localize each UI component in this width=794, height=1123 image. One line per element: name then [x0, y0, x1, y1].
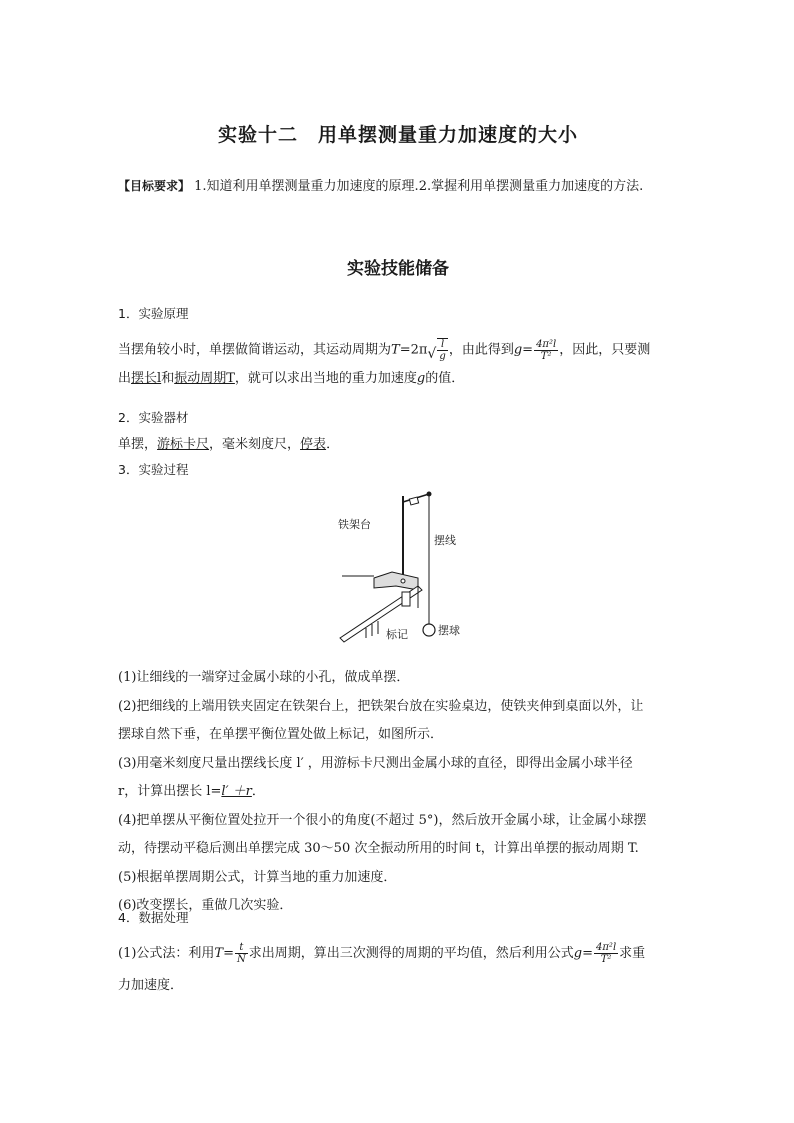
stand-base — [374, 572, 418, 590]
pendulum-diagram — [326, 488, 476, 648]
s2-text-c: ． — [326, 437, 340, 452]
sqrt-symbol — [427, 336, 448, 364]
s1-line-1 — [118, 336, 678, 365]
step-5: (5)根据单摆周期公式，计算当地的重力加速度． — [118, 869, 397, 885]
formula-g-num: 4π²l — [536, 338, 557, 350]
goal-tag: 【目标要求】 — [118, 179, 191, 193]
s1-text-b: ，由此得到 — [448, 342, 514, 358]
s1-heading: 1．实验原理 — [118, 306, 189, 321]
s3-steps — [118, 664, 678, 921]
s1-text-e: 和 — [161, 370, 175, 386]
s1-paragraph — [118, 336, 678, 393]
goal-paragraph — [118, 172, 678, 201]
answer-length-formula: l′ ＋r — [221, 784, 252, 799]
s2-heading: 2．实验器材 — [118, 410, 189, 425]
clamp-block — [409, 497, 418, 505]
formula-T2-eq: = — [223, 946, 234, 961]
s4-text-a: (1)公式法：利用 — [118, 946, 215, 961]
s1-text-c: ，因此，只要测 — [559, 342, 651, 358]
mark-tag — [402, 592, 410, 606]
answer-vernier-caliper: 游标卡尺 — [157, 437, 210, 452]
s1-text-a: 当摆角较小时，单摆做简谐运动，其运动周期为 — [118, 342, 392, 358]
step-3b — [118, 778, 678, 807]
goal-text: 1.知道利用单摆测量重力加速度的原理.2.掌握利用单摆测量重力加速度的方法. — [194, 179, 644, 194]
step-4b: 动，待摆动平稳后测出单摆完成 30～50 次全振动所用的时间 t，计算出单摆的振动周期 T. — [118, 841, 639, 856]
formula-T-lhs: T — [391, 342, 400, 358]
formula-T-den: g — [439, 350, 446, 362]
s3-heading: 3．实验过程 — [118, 462, 189, 477]
page-title: 实验十二 用单摆测量重力加速度的大小 — [217, 124, 578, 146]
base-knob — [401, 579, 405, 583]
step-1: (1)让细线的一端穿过金属小球的小孔，做成单摆． — [118, 670, 410, 685]
formula-g2-lhs: g — [573, 946, 583, 961]
step-2a: (2)把细线的上端用铁夹固定在铁架台上，把铁架台放在实验桌边，使铁夹伸到桌面以外，让 — [118, 698, 644, 714]
formula-g-eq: = — [522, 342, 534, 358]
s4-paragraph — [118, 938, 678, 1002]
label-stand: 铁架台 — [338, 518, 371, 531]
pendulum-ball — [423, 624, 435, 636]
answer-pendulum-length: 摆长l — [131, 370, 162, 386]
answer-period: 振动周期T — [174, 370, 235, 386]
formula-g2-den: T² — [600, 954, 612, 965]
s2-text-b: ，毫米刻度尺， — [209, 437, 301, 452]
formula-g2-num: 4π²l — [596, 942, 617, 953]
step-3a: (3)用毫米刻度尺量出摆线长度 l′ ，用游标卡尺测出金属小球的直径，即得出金属小球半径 — [118, 755, 633, 771]
step-4a: (4)把单摆从平衡位置处拉开一个很小的角度(不超过 5°)，然后放开金属小球，让金属小球摆 — [118, 812, 647, 828]
s1-g-symbol: g — [416, 370, 426, 386]
s4-line-1 — [118, 938, 678, 970]
formula-T-num: √ l — [437, 339, 447, 351]
s4-line-2: 力加速度． — [118, 978, 184, 993]
s1-text-g: 的值． — [425, 370, 465, 386]
s4-text-b: 求出周期，算出三次测得的周期的平均值，然后利用公式 — [248, 946, 574, 961]
s4-heading: 4．数据处理 — [118, 910, 189, 925]
formula-g-frac — [534, 339, 558, 362]
formula-T2-num: t — [235, 942, 248, 954]
s1-text-d: 出 — [118, 370, 132, 386]
formula-T2-frac — [235, 942, 248, 965]
label-ball: 摆球 — [438, 624, 460, 637]
formula-T2-den: N — [237, 954, 246, 965]
step-3b-text: r，计算出摆长 l= — [118, 784, 222, 799]
formula-T2-lhs: T — [214, 946, 224, 961]
s1-text-f: ，就可以求出当地的重力加速度 — [234, 370, 417, 386]
formula-T-frac — [437, 338, 447, 362]
s4-text-c: 求重 — [619, 946, 646, 961]
label-mark: 标记 — [386, 628, 408, 641]
formula-g2-eq: = — [582, 946, 593, 961]
formula-g-lhs: g — [513, 342, 523, 358]
formula-g-den: T² — [540, 350, 552, 362]
step-6: (6)改变摆长，重做几次实验． — [118, 898, 293, 913]
s2-paragraph — [118, 433, 678, 452]
formula-g2-frac — [594, 942, 618, 965]
answer-stopwatch: 停表 — [300, 437, 327, 452]
section-title: 实验技能储备 — [347, 259, 449, 279]
s2-text-a: 单摆， — [118, 437, 158, 452]
formula-T-eq: =2π — [399, 342, 428, 358]
s1-line-2 — [118, 365, 678, 393]
label-string: 摆线 — [434, 534, 456, 547]
pendulum-figure — [326, 488, 476, 648]
step-3b-end: ． — [251, 784, 265, 799]
step-2b: 摆球自然下垂，在单摆平衡位置处做上标记，如图所示． — [118, 727, 444, 742]
